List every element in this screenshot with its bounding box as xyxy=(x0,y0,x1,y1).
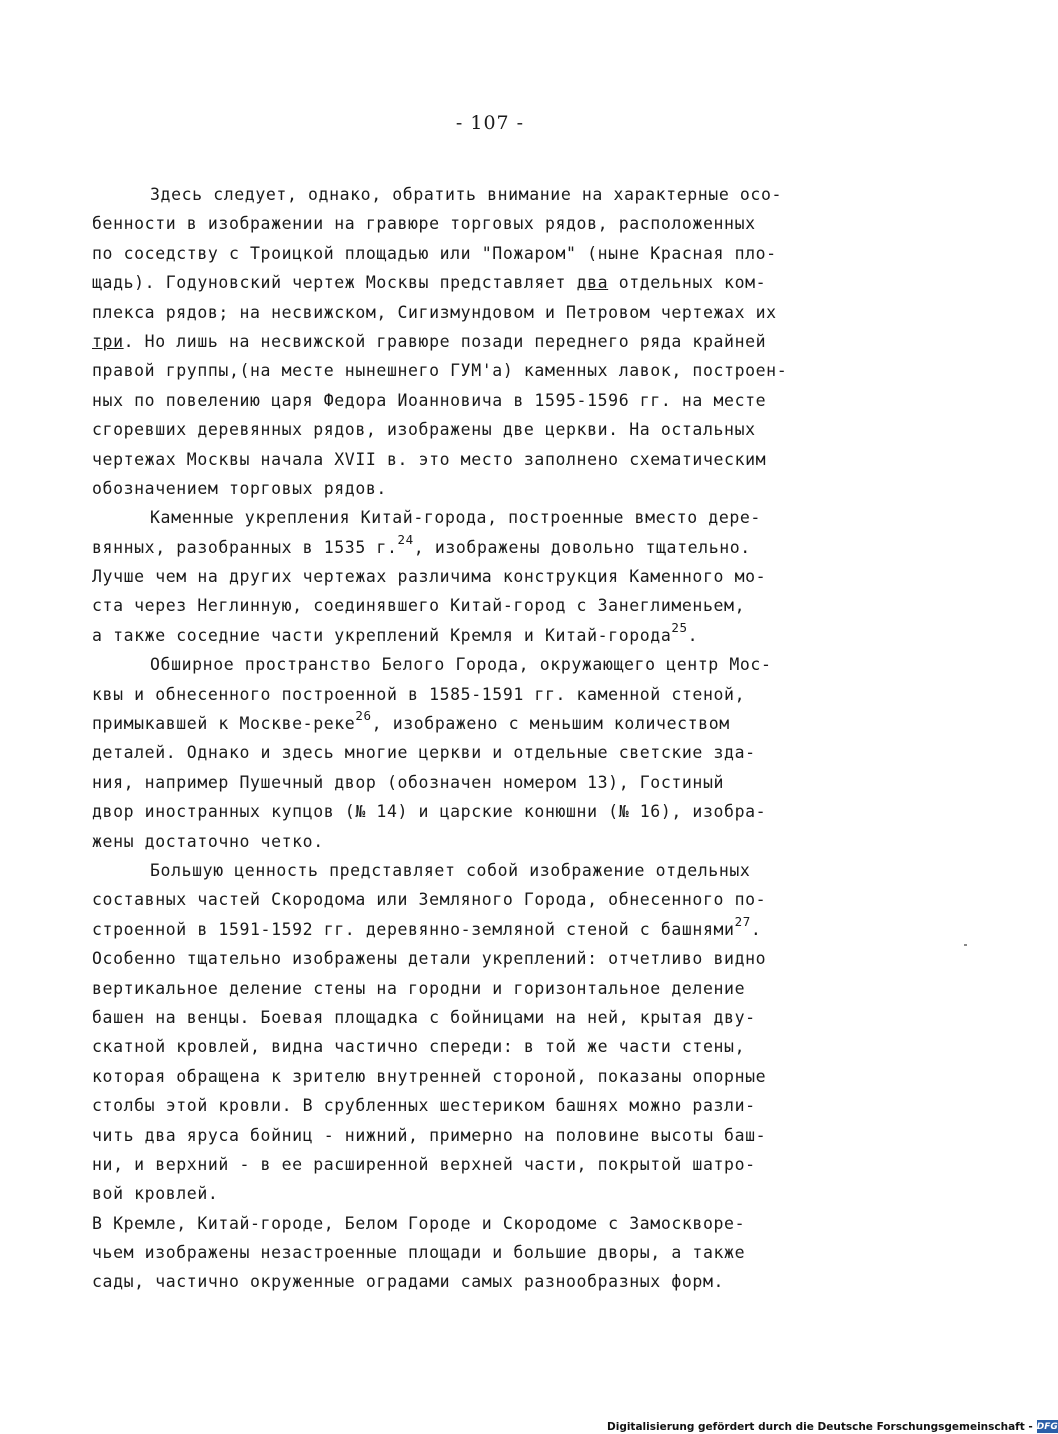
digitization-credit-text: Digitalisierung gefördert durch die Deutsche Forschungsgemeinschaft - xyxy=(607,1420,1033,1433)
dfg-logo-icon: DFG xyxy=(1036,1421,1058,1432)
text-run: . xyxy=(750,919,762,939)
text-line xyxy=(92,1238,882,1267)
document-body xyxy=(92,180,882,1297)
text-run: а также соседние части укреплений Кремля и Китай-города xyxy=(92,625,672,645)
text-run: чить два яруса бойниц - нижний, примерно на половине высоты баш- xyxy=(92,1125,767,1145)
page-number: - 107 - xyxy=(455,112,525,134)
text-run: правой группы,(на месте нынешнего ГУМ'а) каменных лавок, построен- xyxy=(92,361,788,381)
scan-speck xyxy=(964,944,967,946)
text-run: . Но лишь на несвижской гравюре позади переднего ряда крайней xyxy=(123,331,767,351)
text-line xyxy=(92,268,882,297)
text-line xyxy=(92,356,882,385)
text-line xyxy=(92,1179,882,1208)
text-line xyxy=(92,298,882,327)
text-line xyxy=(92,944,882,973)
text-run: строенной в 1591-1592 гг. деревянно-земляной стеной с башнями xyxy=(92,919,735,939)
paragraph xyxy=(92,856,882,1209)
text-run: , изображено с меньшим количеством xyxy=(371,714,730,734)
text-line xyxy=(92,562,882,591)
text-run: плекса рядов; на несвижском, Сигизмундовом и Петровом чертежах их xyxy=(92,302,777,322)
text-run: ста через Неглинную, соединявшего Китай-город с Занеглименьем, xyxy=(92,596,746,616)
text-run: столбы этой кровли. В срубленных шестериком башнях можно разли- xyxy=(92,1096,756,1116)
text-run: по соседству с Троицкой площадью или "Пожаром" (ныне Красная пло- xyxy=(92,243,777,263)
text-line xyxy=(92,768,882,797)
text-line xyxy=(92,239,882,268)
text-line xyxy=(92,621,882,650)
text-line xyxy=(92,885,882,914)
text-line xyxy=(92,1209,882,1238)
text-run: бенности в изображении на гравюре торговых рядов, расположенных xyxy=(92,214,756,234)
footnote-marker: 24 xyxy=(397,531,414,547)
text-line xyxy=(92,591,882,620)
text-run: чертежах Москвы начала XVII в. это место заполнено схематическим xyxy=(92,449,767,469)
text-run: которая обращена к зрителю внутренней стороной, показаны опорные xyxy=(92,1066,767,1086)
text-line xyxy=(92,1003,882,1032)
text-run: примыкавшей к Москве-реке xyxy=(92,714,356,734)
text-run: вой кровлей. xyxy=(92,1184,219,1204)
text-line xyxy=(92,1091,882,1120)
text-line xyxy=(92,827,882,856)
text-run: ных по повелению царя Федора Иоанновича в 1595-1596 гг. на месте xyxy=(92,390,767,410)
text-run: Здесь следует, однако, обратить внимание на характерные осо- xyxy=(150,185,783,204)
text-line xyxy=(92,474,882,503)
footnote-marker: 26 xyxy=(355,708,372,724)
text-line xyxy=(92,1032,882,1061)
text-line xyxy=(92,415,882,444)
text-run: обозначением торговых рядов. xyxy=(92,478,387,498)
text-line xyxy=(92,974,882,1003)
paragraph xyxy=(92,180,882,503)
text-run: двор иностранных купцов (№ 14) и царские конюшни (№ 16), изобра- xyxy=(92,802,767,822)
text-run: сады, частично окруженные оградами самых разнообразных форм. xyxy=(92,1272,725,1292)
text-run: вертикальное деление стены на городни и горизонтальное деление xyxy=(92,978,746,998)
text-line xyxy=(92,650,882,679)
text-line xyxy=(92,709,882,738)
text-run: . xyxy=(687,625,699,645)
text-run: щадь). Годуновский чертеж Москвы представляет xyxy=(92,273,577,293)
text-run: чьем изображены незастроенные площади и большие дворы, а также xyxy=(92,1243,746,1263)
text-line xyxy=(92,386,882,415)
text-run: башен на венцы. Боевая площадка с бойницами на ней, крытая дву- xyxy=(92,1007,756,1027)
text-run: Обширное пространство Белого Города, окружающего центр Мос- xyxy=(150,655,772,675)
text-run: ни, и верхний - в ее расширенной верхней части, покрытой шатро- xyxy=(92,1154,756,1174)
text-run: , изображены довольно тщательно. xyxy=(413,537,751,557)
footnote-marker: 25 xyxy=(671,619,688,635)
text-line xyxy=(92,209,882,238)
text-line xyxy=(92,856,882,885)
text-line xyxy=(92,533,882,562)
text-line xyxy=(92,1062,882,1091)
text-line xyxy=(92,1150,882,1179)
text-run: отдельных ком- xyxy=(608,273,767,293)
digitization-credit xyxy=(607,1419,1058,1434)
text-run: ния, например Пушечный двор (обозначен номером 13), Гостиный xyxy=(92,772,725,792)
text-run: вянных, разобранных в 1535 г. xyxy=(92,537,398,557)
text-run: Лучше чем на других чертежах различима конструкция Каменного мо- xyxy=(92,567,767,587)
text-run: Большую ценность представляет собой изображение отдельных xyxy=(150,860,751,880)
text-line xyxy=(92,503,882,532)
text-run: Особенно тщательно изображены детали укреплений: отчетливо видно xyxy=(92,949,767,969)
text-line xyxy=(92,1121,882,1150)
text-line xyxy=(92,180,882,209)
text-run: В Кремле, Китай-городе, Белом Городе и Скородоме с Замоскворе- xyxy=(92,1213,746,1233)
text-run: составных частей Скородома или Земляного Города, обнесенного по- xyxy=(92,890,767,910)
text-run: Каменные укрепления Китай-города, построенные вместо дере- xyxy=(150,508,761,528)
text-line xyxy=(92,445,882,474)
text-line xyxy=(92,738,882,767)
text-line xyxy=(92,915,882,944)
underlined-text: два xyxy=(576,273,609,293)
text-line xyxy=(92,1267,882,1296)
footnote-marker: 27 xyxy=(734,913,751,929)
paragraph xyxy=(92,1209,882,1297)
text-line xyxy=(92,797,882,826)
text-run: скатной кровлей, видна частично спереди: в той же части стены, xyxy=(92,1037,746,1057)
text-run: квы и обнесенного построенной в 1585-1591 гг. каменной стеной, xyxy=(92,684,746,704)
text-line xyxy=(92,680,882,709)
text-line xyxy=(92,327,882,356)
paragraph xyxy=(92,503,882,650)
underlined-text: три xyxy=(92,331,124,351)
paragraph xyxy=(92,650,882,856)
text-run: деталей. Однако и здесь многие церкви и отдельные светские зда- xyxy=(92,743,756,763)
text-run: жены достаточно четко. xyxy=(92,831,324,851)
text-run: сгоревших деревянных рядов, изображены две церкви. На остальных xyxy=(92,420,756,440)
